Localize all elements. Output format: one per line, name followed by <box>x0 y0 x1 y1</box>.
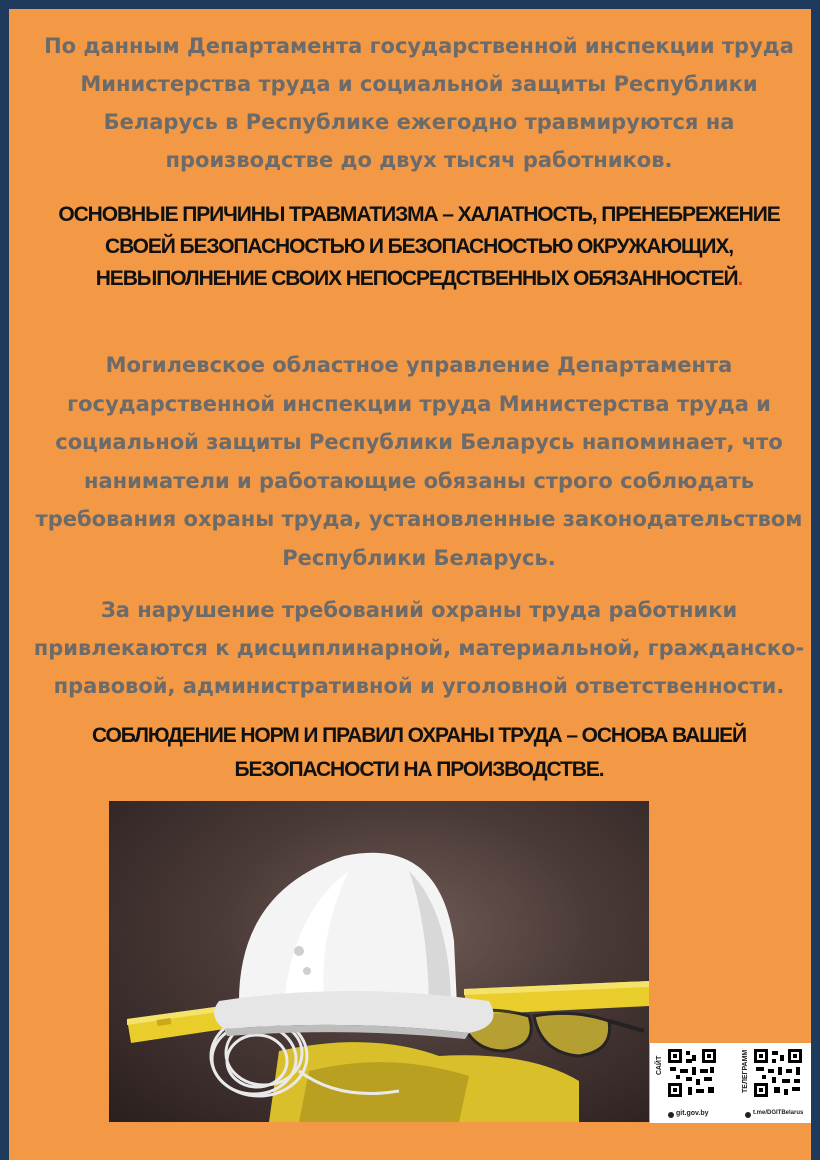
hard-hat-photo <box>109 801 649 1122</box>
causes-heading-dot: . <box>737 267 743 290</box>
qr-codes-panel <box>650 1043 811 1123</box>
reminder-text: Могилевское областное управление Департамента государственной инспекции труда Министерства труда и социальной защиты Республики Беларусь напоминает, что наниматели и работающие обязаны строго соблюдать требования охраны труда, установленные законодательством Республики Беларусь. <box>35 353 803 570</box>
intro-paragraph <box>29 27 809 179</box>
site-qr-icon <box>668 1049 716 1097</box>
slogan-text: СОБЛЮДЕНИЕ НОРМ И ПРАВИЛ ОХРАНЫ ТРУДА – ОСНОВА ВАШЕЙ БЕЗОПАСНОСТИ НА ПРОИЗВОДСТВЕ. <box>91 724 747 781</box>
intro-text: По данным Департамента государственной инспекции труда Министерства труда и социальной защиты Республики Беларусь в Республике ежегодно травмируются на производстве до двух тысяч работников. <box>44 34 794 172</box>
telegram-label: ТЕЛЕГРАММ <box>742 1049 749 1093</box>
reminder-paragraph <box>29 346 809 577</box>
telegram-url: t.me/DGITBelarus <box>753 1110 804 1116</box>
site-url: git.gov.by <box>676 1110 709 1117</box>
causes-heading-text: ОСНОВНЫЕ ПРИЧИНЫ ТРАВМАТИЗМА – ХАЛАТНОСТЬ, ПРЕНЕБРЕЖЕНИЕ СВОЕЙ БЕЗОПАСНОСТЬЮ И БЕЗОПАСНОСТЬЮ ОКРУЖАЮЩИХ, НЕВЫПОЛНЕНИЕ СВОИХ НЕПОСРЕДСТВЕННЫХ ОБЯЗАННОСТЕЙ <box>58 203 780 290</box>
slogan-heading <box>29 719 809 787</box>
liability-text: За нарушение требований охраны труда работники привлекаются к дисциплинарной, материальной, гражданско-правовой, административной и уголовной ответственности. <box>33 598 805 698</box>
causes-heading <box>29 199 809 295</box>
site-label: САЙТ <box>656 1055 663 1075</box>
liability-paragraph <box>29 591 809 705</box>
hard-hat-illustration <box>109 801 649 1122</box>
telegram-qr-icon <box>754 1049 802 1097</box>
